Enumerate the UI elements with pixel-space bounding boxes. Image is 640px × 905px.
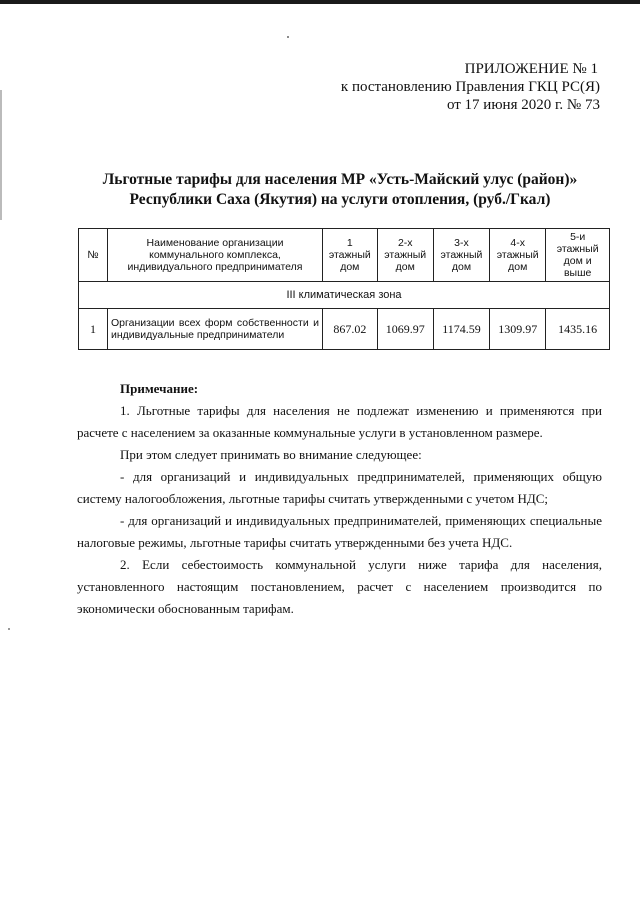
- header-num: №: [79, 229, 108, 282]
- table-row: [79, 309, 610, 350]
- row-value-4-floor: 1309.97: [490, 309, 546, 350]
- document-title: [60, 170, 620, 210]
- note-paragraph-1: 1. Льготные тарифы для населения не подлежат изменению и применяются при расчете с населением за оказанные коммунальные услуги в установленном размере.: [77, 403, 602, 440]
- note-paragraph-4: - для организаций и индивидуальных предпринимателей, применяющих специальные налоговые режимы, льготные тарифы считать утвержденными без учета НДС.: [77, 513, 602, 550]
- tariff-table: [78, 228, 610, 350]
- title-line-1: Льготные тарифы для населения МР «Усть-Майский улус (район)»: [102, 171, 578, 188]
- appendix-reference: к постановлению Правления ГКЦ РС(Я): [340, 79, 600, 95]
- header-5-floor: 5-и этажный дом и выше: [546, 229, 610, 282]
- notes-heading: Примечание:: [120, 381, 199, 396]
- header-2-floor: 2-х этажный дом: [377, 229, 433, 282]
- scan-speck: [287, 36, 289, 38]
- appendix-header: [341, 60, 600, 114]
- header-3-floor: 3-х этажный дом: [433, 229, 489, 282]
- scan-left-edge: [0, 90, 2, 220]
- header-org-name: Наименование организации коммунального комплекса, индивидуального предпринимателя: [108, 229, 323, 282]
- header-1-floor: 1 этажный дом: [323, 229, 378, 282]
- scan-speck: [8, 628, 10, 630]
- row-value-3-floor: 1174.59: [433, 309, 489, 350]
- row-value-5-floor: 1435.16: [546, 309, 610, 350]
- table-header-row: [79, 229, 610, 282]
- row-value-1-floor: 867.02: [323, 309, 378, 350]
- notes-section: [77, 378, 602, 620]
- header-4-floor: 4-х этажный дом: [490, 229, 546, 282]
- scan-top-border: [0, 0, 640, 4]
- climate-zone-label: III климатическая зона: [79, 282, 610, 309]
- note-paragraph-2: При этом следует принимать во внимание следующее:: [120, 447, 422, 462]
- appendix-number: ПРИЛОЖЕНИЕ № 1: [464, 61, 598, 77]
- zone-row: [79, 282, 610, 309]
- appendix-date: от 17 июня 2020 г. № 73: [446, 97, 600, 113]
- row-num: 1: [79, 309, 108, 350]
- title-line-2: Республики Саха (Якутия) на услуги отопления, (руб./Гкал): [129, 191, 551, 208]
- note-paragraph-5: 2. Если себестоимость коммунальной услуги ниже тарифа для населения, установленного настоящим постановлением, расчет с населением производится по экономически обоснованным тарифам.: [77, 557, 602, 616]
- row-org-name: Организации всех форм собственности и индивидуальные предприниматели: [108, 309, 323, 350]
- row-value-2-floor: 1069.97: [377, 309, 433, 350]
- note-paragraph-3: - для организаций и индивидуальных предпринимателей, применяющих общую систему налогообложения, льготные тарифы считать утвержденными с учетом НДС;: [77, 469, 602, 506]
